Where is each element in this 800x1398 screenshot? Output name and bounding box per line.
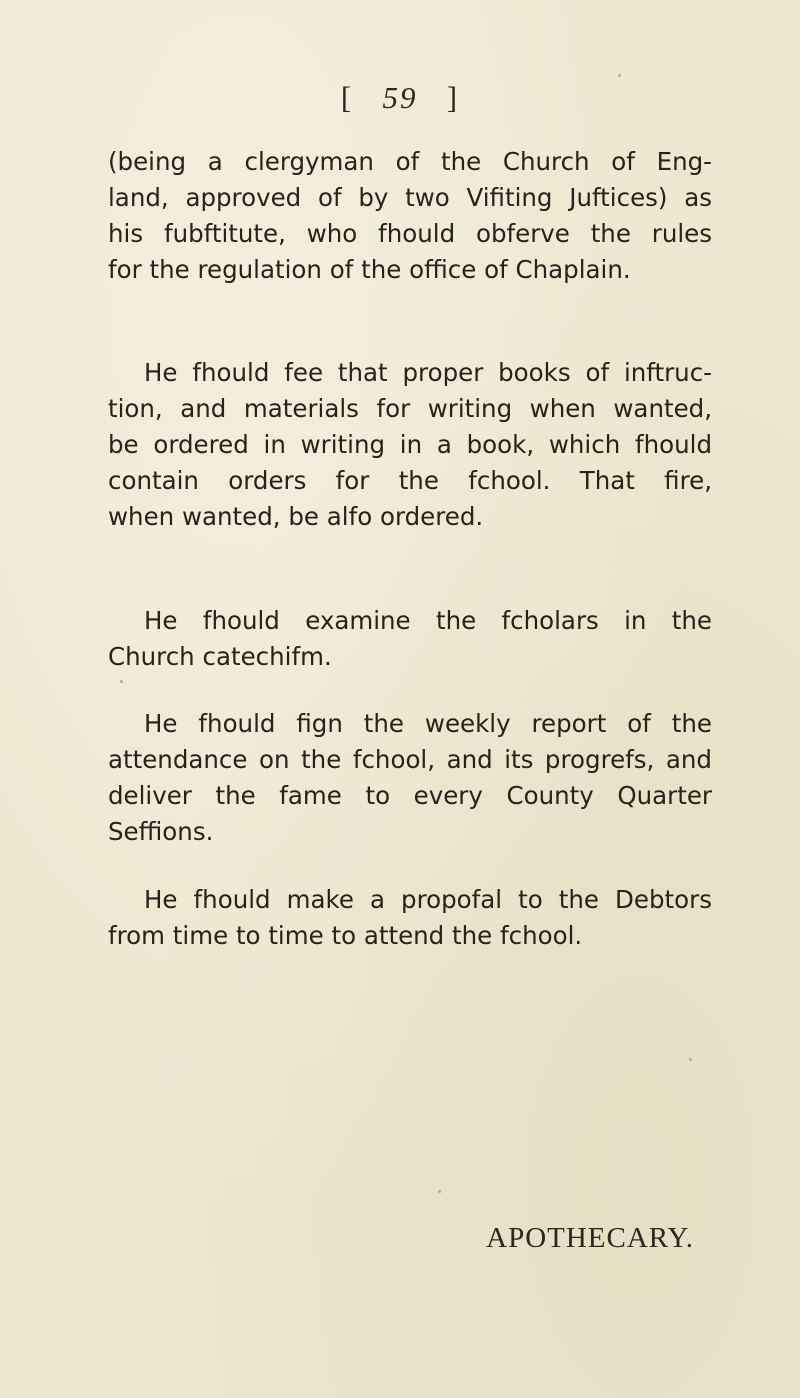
paper-speck [689,1058,692,1061]
paragraph-1 [108,144,712,288]
text-line: land, approved of by two Vifiting Juftices) as [108,183,712,212]
paper-speck [120,680,123,683]
text-line: attendance on the fchool, and its progrefs, and [108,745,712,774]
text-line: from time to time to attend the fchool. [108,921,583,950]
text-line: contain orders for the fchool. That fire, [108,466,712,495]
text-line: when wanted, be alfo ordered. [108,502,484,531]
text-line: He fhould examine the fcholars in the [144,606,712,635]
paragraph-2 [108,355,712,535]
paragraph-4 [108,706,712,850]
text-line: deliver the fame to every County Quarter [108,781,712,810]
text-line: be ordered in writing in a book, which fhould [108,430,712,459]
text-line: He fhould fee that proper books of inftruc- [144,358,712,387]
text-line: Seffions. [108,817,214,846]
text-line: (being a clergyman of the Church of Eng- [108,147,712,176]
page-number: 59 [382,80,418,115]
paragraph-3 [108,603,712,675]
paper-speck [618,74,621,77]
text-line: for the regulation of the office of Chaplain. [108,255,631,284]
text-line: He fhould fign the weekly report of the [144,709,712,738]
paper-speck [438,1190,441,1193]
text-line: He fhould make a propofal to the Debtors [144,885,712,914]
text-line: his fubftitute, who fhould obferve the rules [108,219,712,248]
header-open-bracket: [ [340,80,354,115]
header-close-bracket: ] [446,80,460,115]
catchword: APOTHECARY. [486,1222,694,1254]
text-line: Church catechifm. [108,642,332,671]
text-line: tion, and materials for writing when wanted, [108,394,712,423]
page-header [0,80,800,116]
paragraph-5 [108,882,712,954]
